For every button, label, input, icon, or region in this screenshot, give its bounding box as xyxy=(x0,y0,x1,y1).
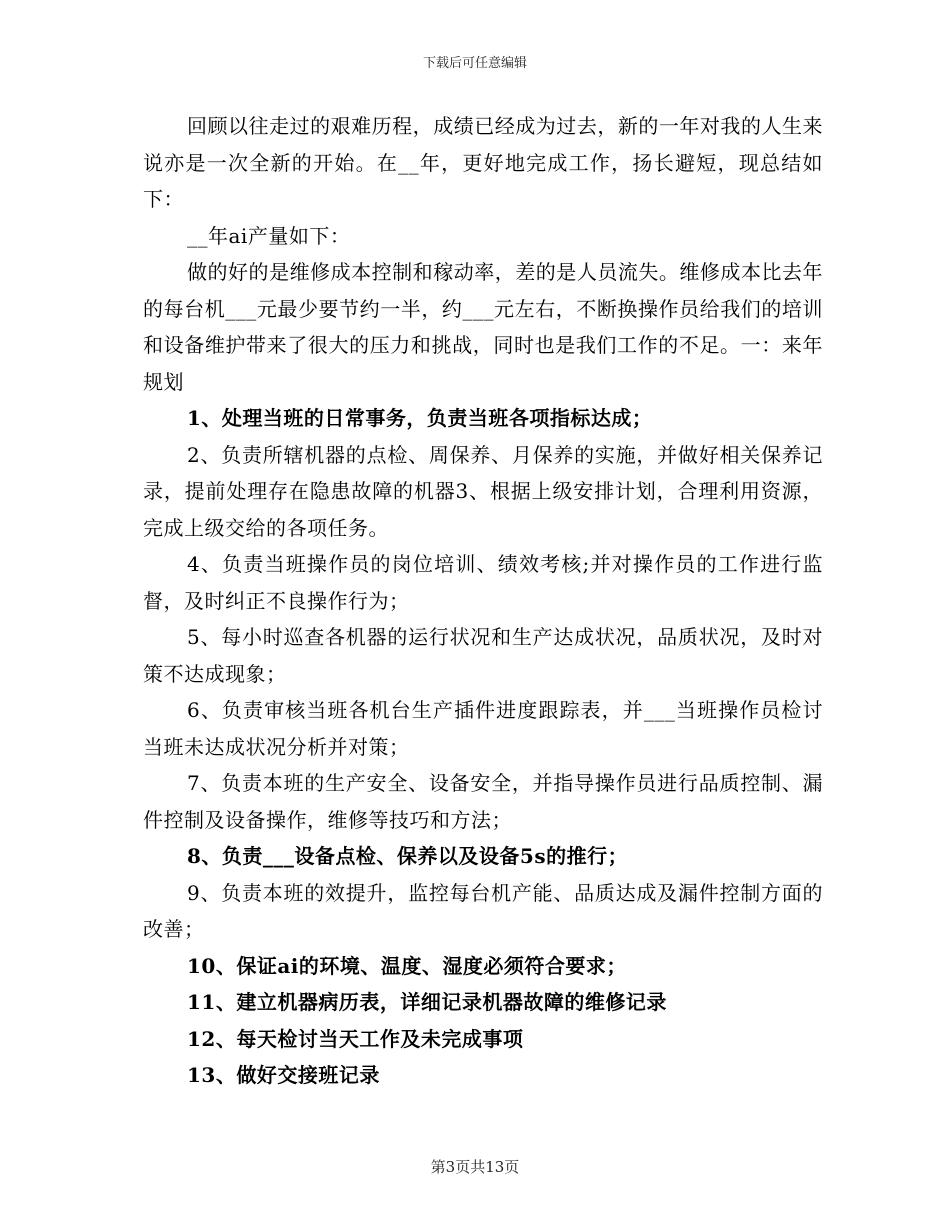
paragraph: 13、做好交接班记录 xyxy=(187,1063,380,1087)
page-footer: 第3页共13页 xyxy=(430,1158,520,1176)
paragraph: 10、保证ai的环境、温度、湿度必须符合要求； xyxy=(187,953,627,978)
paragraph: 2、负责所辖机器的点检、周保养、月保养的实施，并做好相关保养记录，提前处理存在隐患故障的机器3、根据上级安排计划，合理利用资源，完成上级交给的各项任务。 xyxy=(143,442,823,540)
paragraph: __年ai产量如下： xyxy=(187,223,351,248)
page-header: 下载后可任意编辑 xyxy=(422,56,527,71)
paragraph: 1、处理当班的日常事务，负责当班各项指标达成； xyxy=(187,406,653,430)
paragraph: 5、每小时巡查各机器的运行状况和生产达成状况，品质状况，及时对策不达成现象； xyxy=(143,625,823,686)
paragraph: 9、负责本班的效提升，监控每台机产能、品质达成及漏件控制方面的改善； xyxy=(143,880,823,941)
paragraph: 回顾以往走过的艰难历程，成绩已经成为过去，新的一年对我的人生来说亦是一次全新的开始。在__年，更好地完成工作，扬长避短，现总结如下： xyxy=(143,114,823,211)
paragraph: 6、负责审核当班各机台生产插件进度跟踪表，并___当班操作员检讨当班未达成状况分析并对策； xyxy=(143,698,823,759)
paragraph: 12、每天检讨当天工作及未完成事项 xyxy=(187,1026,524,1051)
paragraph: 做的好的是维修成本控制和稼动率，差的是人员流失。维修成本比去年的每台机___元最少要节约一半，约___元左右，不断换操作员给我们的培训和设备维护带来了很大的压力和挑战，同时也是我们工作的不足。一：来年规划 xyxy=(143,260,823,394)
paragraph: 4、负责当班操作员的岗位培训、绩效考核;并对操作员的工作进行监督，及时纠正不良操作行为； xyxy=(143,552,823,613)
paragraph: 11、建立机器病历表，详细记录机器故障的维修记录 xyxy=(187,990,667,1014)
document-body xyxy=(143,108,823,1094)
paragraph: 7、负责本班的生产安全、设备安全，并指导操作员进行品质控制、漏件控制及设备操作，维修等技巧和方法； xyxy=(143,771,823,832)
paragraph: 8、负责___设备点检、保养以及设备5s的推行； xyxy=(187,844,629,868)
